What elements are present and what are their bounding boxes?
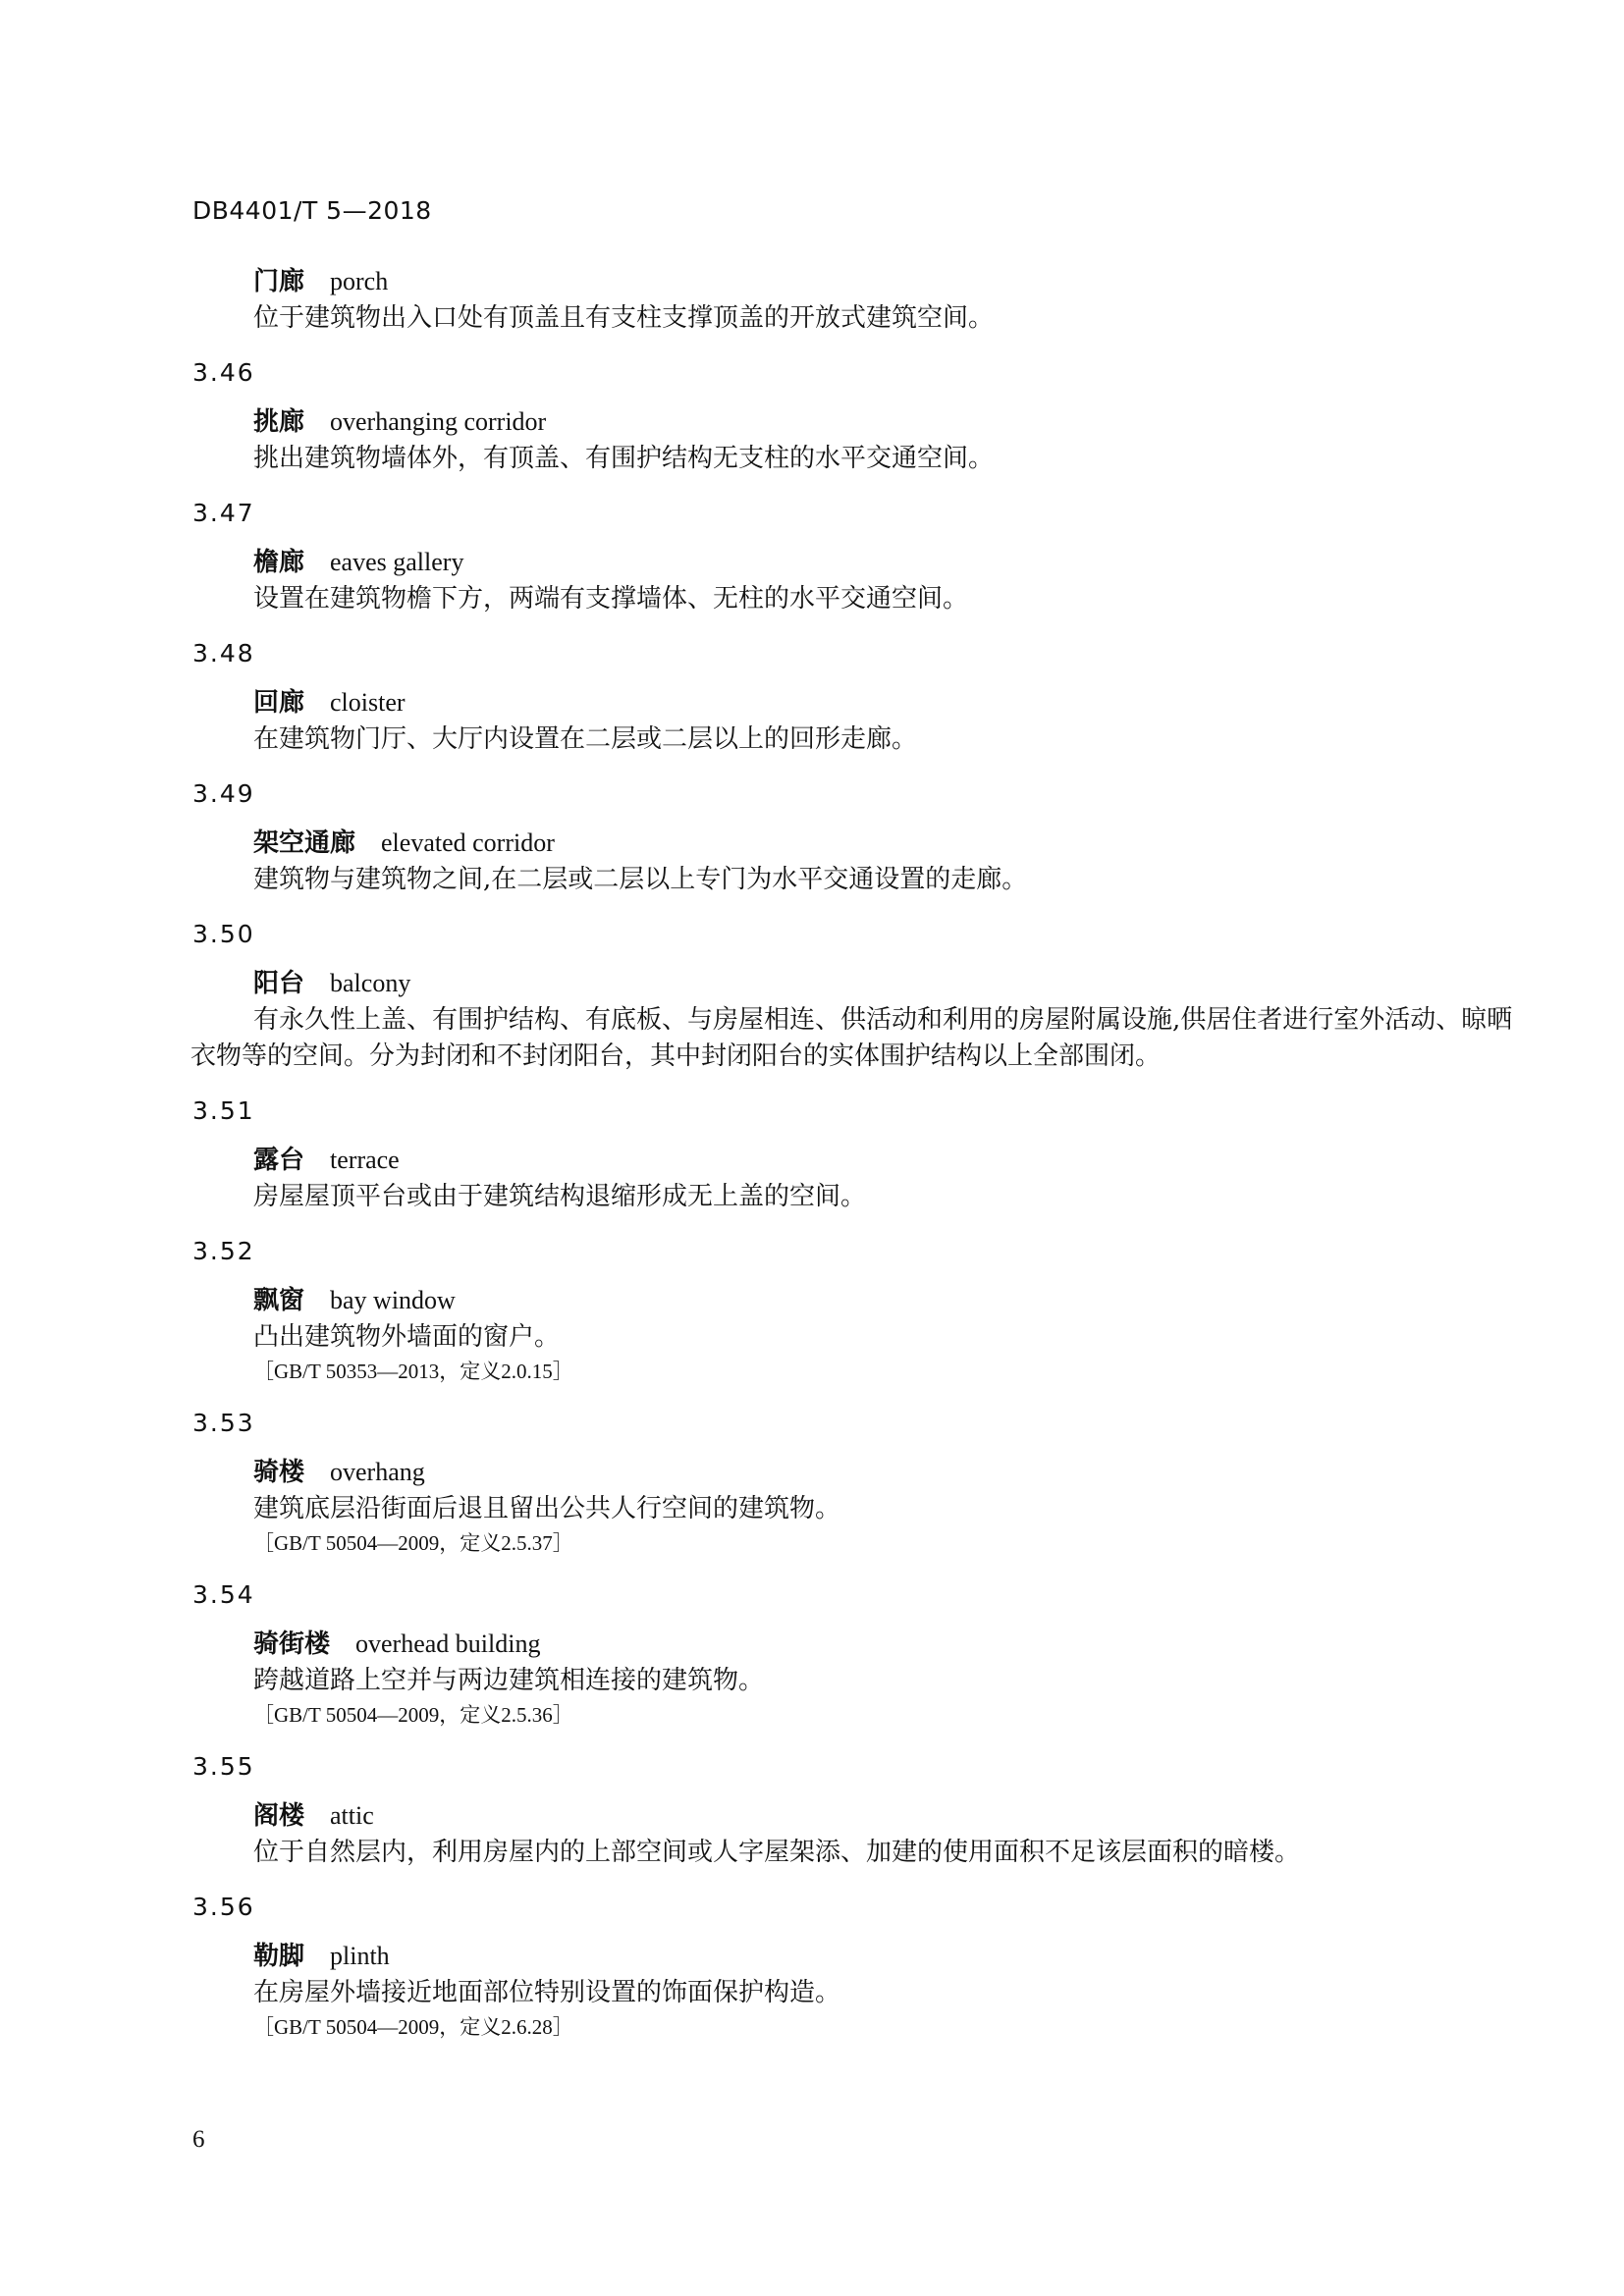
term-entry-3-54	[192, 1576, 1485, 1731]
source-reference: ［GB/T 50504—2009，定义2.5.37］	[253, 1531, 573, 1555]
source-reference: ［GB/T 50504—2009，定义2.5.36］	[253, 1703, 573, 1727]
term-chinese: 架空通廊	[253, 828, 356, 858]
term-line	[192, 263, 1485, 300]
term-line	[192, 684, 1485, 721]
clause-number: 3.48	[192, 639, 255, 667]
document-id: DB4401/T 5—2018	[192, 196, 432, 225]
term-definition: 挑出建筑物墙体外，有顶盖、有围护结构无支柱的水平交通空间。	[253, 444, 995, 473]
term-entry-3-55	[192, 1748, 1485, 1871]
term-entry-3-48	[192, 635, 1485, 758]
term-line	[192, 403, 1485, 441]
term-definition: 跨越道路上空并与两边建筑相连接的建筑物。	[253, 1666, 765, 1695]
term-line	[192, 1626, 1485, 1663]
clause-number: 3.50	[192, 920, 255, 948]
term-line	[192, 1454, 1485, 1491]
term-entry-3-53	[192, 1405, 1485, 1559]
term-chinese: 骑楼	[253, 1458, 305, 1487]
term-line	[192, 1797, 1485, 1835]
term-english: terrace	[330, 1146, 400, 1174]
term-chinese: 回廊	[253, 688, 305, 718]
term-chinese: 飘窗	[253, 1286, 305, 1315]
term-english: elevated corridor	[381, 828, 555, 857]
term-definition: 建筑底层沿街面后退且留出公共人行空间的建筑物。	[253, 1494, 841, 1523]
term-english: overhanging corridor	[330, 407, 547, 436]
clause-number: 3.56	[192, 1893, 255, 1921]
term-entry-3-52	[192, 1233, 1485, 1387]
term-entry-porch	[192, 263, 1485, 337]
term-chinese: 檐廊	[253, 548, 305, 577]
term-english: cloister	[330, 688, 406, 717]
term-entry-3-50	[190, 916, 1513, 1075]
clause-number: 3.46	[192, 358, 255, 387]
term-english: overhang	[330, 1458, 425, 1486]
term-definition: 位于建筑物出入口处有顶盖且有支柱支撑顶盖的开放式建筑空间。	[253, 303, 995, 333]
term-definition: 在房屋外墙接近地面部位特别设置的饰面保护构造。	[253, 1978, 841, 2007]
term-entry-3-56	[192, 1889, 1485, 2043]
term-english: porch	[330, 267, 389, 295]
term-definition: 房屋屋顶平台或由于建筑结构退缩形成无上盖的空间。	[253, 1182, 867, 1211]
page-number: 6	[192, 2126, 205, 2153]
clause-number: 3.52	[192, 1237, 255, 1265]
term-chinese: 阁楼	[253, 1801, 305, 1831]
clause-number: 3.49	[192, 779, 255, 808]
terms-content	[190, 263, 1513, 2060]
term-english: overhead building	[355, 1629, 541, 1658]
term-chinese: 门廊	[253, 267, 305, 296]
clause-number: 3.47	[192, 499, 255, 527]
clause-number: 3.54	[192, 1580, 255, 1609]
term-definition: 建筑物与建筑物之间,在二层或二层以上专门为水平交通设置的走廊。	[253, 865, 1028, 894]
term-line	[192, 1282, 1485, 1319]
term-line	[192, 825, 1485, 862]
term-line	[192, 1142, 1485, 1179]
clause-number: 3.55	[192, 1752, 255, 1781]
clause-number: 3.51	[192, 1096, 255, 1125]
term-entry-3-51	[192, 1093, 1485, 1215]
term-entry-3-47	[192, 495, 1485, 617]
term-definition: 位于自然层内，利用房屋内的上部空间或人字屋架添、加建的使用面积不足该层面积的暗楼。	[253, 1838, 1301, 1867]
source-reference: ［GB/T 50504—2009，定义2.6.28］	[253, 2015, 573, 2039]
term-chinese: 挑廊	[253, 407, 305, 437]
term-line	[192, 1938, 1485, 1975]
term-english: plinth	[330, 1942, 390, 1970]
term-definition: 设置在建筑物檐下方，两端有支撑墙体、无柱的水平交通空间。	[253, 584, 969, 614]
term-chinese: 骑街楼	[253, 1629, 331, 1659]
term-chinese: 露台	[253, 1146, 305, 1175]
term-english: eaves gallery	[330, 548, 464, 576]
clause-number: 3.53	[192, 1409, 255, 1437]
term-chinese: 勒脚	[253, 1942, 305, 1971]
term-chinese: 阳台	[253, 969, 305, 998]
term-english: bay window	[330, 1286, 456, 1314]
term-entry-3-46	[192, 354, 1485, 477]
term-english: attic	[330, 1801, 374, 1830]
term-line	[192, 544, 1485, 581]
term-entry-3-49	[192, 775, 1485, 898]
term-definition: 凸出建筑物外墙面的窗户。	[253, 1322, 561, 1352]
term-english: balcony	[330, 969, 411, 997]
source-reference: ［GB/T 50353—2013，定义2.0.15］	[253, 1360, 573, 1383]
term-definition: 在建筑物门厅、大厅内设置在二层或二层以上的回形走廊。	[253, 724, 918, 754]
term-definition: 有永久性上盖、有围护结构、有底板、与房屋相连、供活动和利用的房屋附属设施,供居住者进行室外活动、晾晒衣物等的空间。分为封闭和不封闭阳台，其中封闭阳台的实体围护结构以上全部围闭。	[190, 1005, 1513, 1071]
term-line	[192, 965, 1485, 1002]
